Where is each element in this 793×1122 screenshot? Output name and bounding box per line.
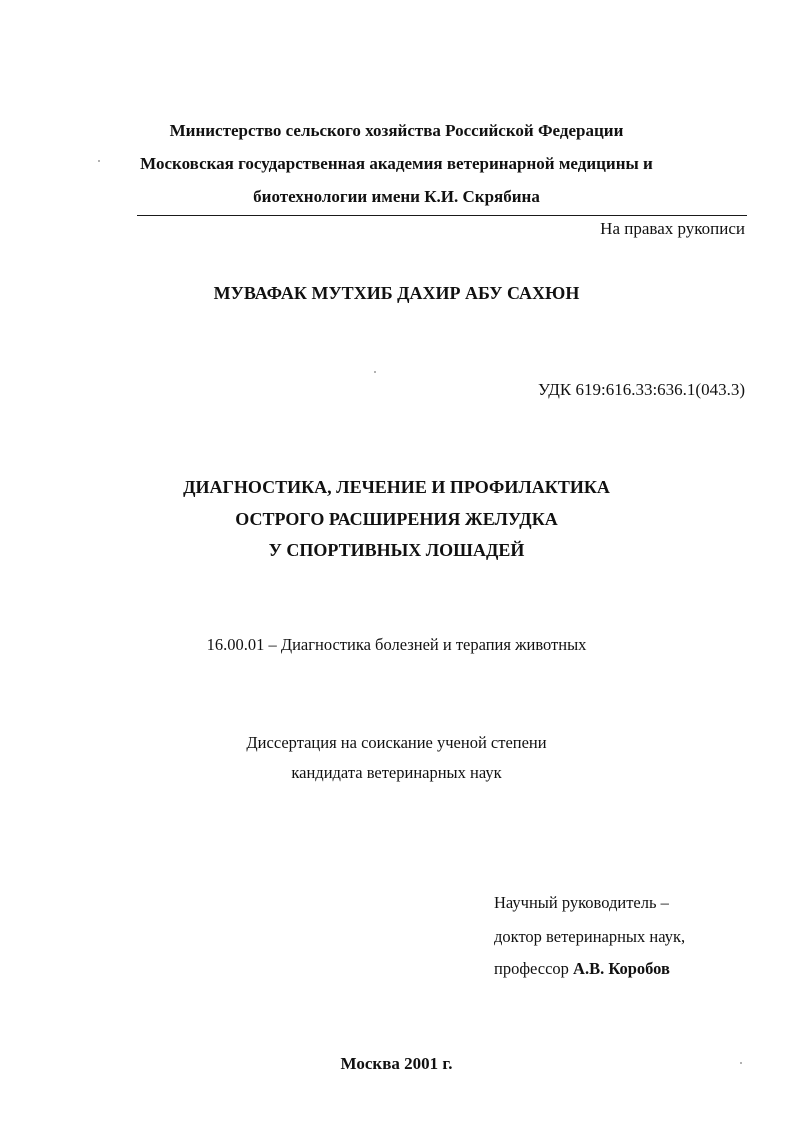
supervisor-name: А.В. Коробов [573,959,670,978]
title-line-2: ОСТРОГО РАСШИРЕНИЯ ЖЕЛУДКА [235,509,558,529]
scan-speck [740,1062,742,1064]
academy-heading-line-2: биотехнологии имени К.И. Скрябина [253,187,540,206]
supervisor-title [494,961,670,978]
title-line-3: У СПОРТИВНЫХ ЛОШАДЕЙ [268,540,525,560]
ministry-heading: Министерство сельского хозяйства Российской Федерации [169,121,624,140]
degree-line-1: Диссертация на соискание ученой степени [246,733,547,752]
supervisor-degree: доктор ветеринарных наук, [494,927,686,946]
scan-speck [374,371,376,373]
supervisor-role: Научный руководитель – [494,893,669,912]
academy-heading-line-1: Московская государственная академия ветеринарной медицины и [140,154,653,173]
scan-speck [98,160,100,162]
city-year: Москва 2001 г. [340,1054,453,1073]
specialty-code: 16.00.01 – Диагностика болезней и терапия животных [206,635,587,654]
author-name: МУВАФАК МУТХИБ ДАХИР АБУ САХЮН [213,283,580,303]
udc-code: УДК 619:616.33:636.1(043.3) [537,380,745,399]
supervisor-rank: профессор [494,959,574,978]
manuscript-note: На правах рукописи [600,219,745,238]
title-line-1: ДИАГНОСТИКА, ЛЕЧЕНИЕ И ПРОФИЛАКТИКА [183,477,610,497]
degree-line-2: кандидата ветеринарных наук [291,763,502,782]
header-divider [137,215,747,216]
